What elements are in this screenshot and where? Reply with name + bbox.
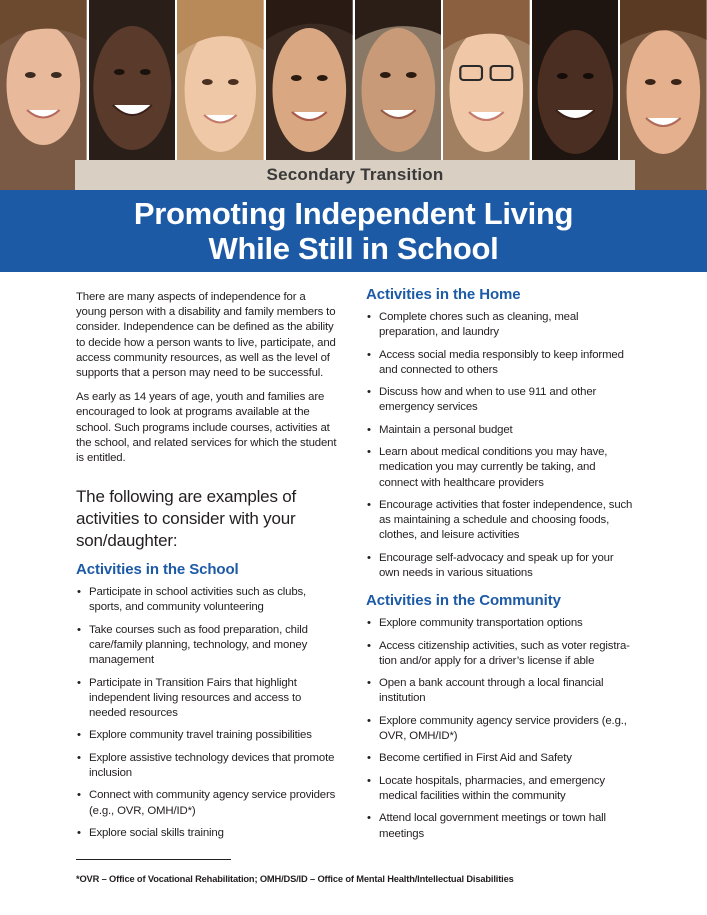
- bullet-icon: •: [367, 677, 371, 690]
- list-item: • Attend local government meetings or town hall meetings: [367, 812, 606, 840]
- bullet-icon: •: [367, 617, 371, 630]
- school-list: [76, 585, 338, 841]
- list-item: • Maintain a personal budget: [366, 423, 634, 438]
- page-title-line-1: Promoting Independent Living: [133, 196, 574, 231]
- home-list: [366, 310, 634, 581]
- school-heading: Activities in the School: [76, 561, 239, 579]
- series-label: Secondary Transition: [266, 165, 444, 184]
- list-item: • Encourage self-advocacy and speak up for your own needs in various situations: [367, 551, 614, 579]
- bullet-icon: •: [367, 551, 371, 564]
- list-item: • Access citizenship activities, such as voter registra-tion and/or apply for a driver’s license if able: [367, 639, 630, 667]
- list-item: • Discuss how and when to use 911 and other emergency services: [367, 386, 597, 414]
- list-item: • Open a bank account through a local financial institution: [367, 677, 604, 705]
- list-item: • Access social media responsibly to keep informed and connected to others: [367, 348, 624, 376]
- bullet-icon: •: [367, 714, 371, 727]
- left-column: [76, 290, 338, 848]
- bullet-icon: •: [367, 774, 371, 787]
- list-item: • Connect with community agency service providers (e.g., OVR, OMH/ID*): [77, 789, 336, 817]
- list-item: • Encourage activities that foster independence, such as maintaining a schedule and choosing foods, clothes, and leisure activities: [367, 498, 633, 542]
- list-item: • Explore assistive technology devices that promote inclusion: [77, 751, 335, 780]
- bullet-icon: •: [367, 423, 371, 436]
- community-list: [366, 616, 634, 842]
- intro-paragraph-2: As early as 14 years of age, youth and families are encouraged to look at programs available at the school. Such programs include courses, activities at the school, and related services for which the student is entitled.: [76, 391, 337, 465]
- list-item: • Complete chores such as cleaning, meal preparation, and laundry: [367, 311, 579, 339]
- bullet-icon: •: [77, 676, 81, 689]
- community-heading: Activities in the Community: [366, 592, 561, 610]
- bullet-icon: •: [367, 498, 371, 511]
- list-item: • Explore community transportation options: [366, 616, 634, 631]
- bullet-icon: •: [367, 446, 371, 459]
- bullet-icon: •: [367, 386, 371, 399]
- bullet-icon: •: [77, 623, 81, 636]
- list-item: • Participate in school activities such as clubs, sports, and community volunteering: [77, 586, 307, 614]
- list-item: • Participate in Transition Fairs that highlight independent living resources and access to needed resources: [77, 676, 302, 720]
- page-title-line-2: While Still in School: [208, 231, 499, 266]
- list-item: • Learn about medical conditions you may have, medication you may currently be taking, and connect with healthcare providers: [367, 446, 608, 489]
- right-column: [366, 286, 634, 849]
- bullet-icon: •: [367, 348, 371, 361]
- bullet-icon: •: [367, 752, 371, 765]
- bullet-icon: •: [367, 812, 371, 825]
- bullet-icon: •: [77, 789, 81, 802]
- lead-statement: The following are examples of activities to consider with your son/daughter:: [76, 487, 297, 551]
- bullet-icon: •: [367, 311, 371, 323]
- list-item: • Explore community travel training possibilities: [76, 728, 338, 743]
- bullet-icon: •: [77, 751, 81, 764]
- bullet-icon: •: [367, 639, 371, 652]
- list-item: • Explore social skills training: [76, 826, 338, 841]
- intro-paragraph-1: There are many aspects of independence for a young person with a disability and family members to consider. Independence can be defined as the ability to decide how a person wants to live, participate, and access community resources, as well as the level of supports that a person may need to be successful.: [76, 291, 336, 380]
- list-item: • Explore community agency service providers (e.g., OVR, OMH/ID*): [367, 714, 627, 742]
- bullet-icon: •: [77, 586, 81, 599]
- list-item: • Take courses such as food preparation, child care/family planning, technology, and money management: [77, 623, 308, 667]
- series-label-bar: [75, 160, 635, 190]
- bullet-icon: •: [77, 827, 81, 839]
- footnote-divider: [76, 859, 231, 860]
- list-item: • Locate hospitals, pharmacies, and emergency medical facilities within the community: [367, 774, 605, 802]
- bullet-icon: •: [77, 729, 81, 742]
- footnote: *OVR – Office of Vocational Rehabilitation; OMH/DS/ID – Office of Mental Health/Intellectual Disabilities: [76, 874, 514, 884]
- title-banner: [0, 190, 707, 272]
- list-item: • Become certified in First Aid and Safety: [366, 751, 634, 766]
- home-heading: Activities in the Home: [366, 286, 521, 303]
